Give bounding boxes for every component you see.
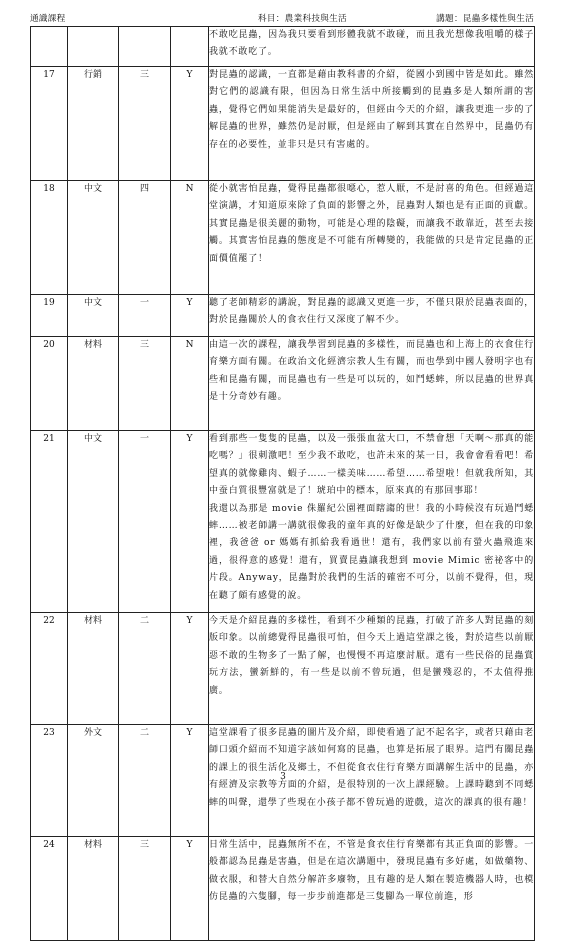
response-flag: Y bbox=[171, 837, 209, 941]
grade-year: 三 bbox=[119, 837, 171, 941]
feedback-paragraph: 從小就害怕昆蟲，覺得昆蟲都很噁心，惹人厭，不是討喜的角色。但經過這堂演講，才知道原來除了負面的影響之外，昆蟲對人類也是有正面的貢獻。其實昆蟲是很美麗的動物，可能是心理的陰礙，而讓我不敢靠近，甚至去接觸。其實害怕昆蟲的態度是不可能有所轉變的，我能做的只是肯定昆蟲的正面價值罷了！ bbox=[209, 184, 534, 264]
response-flag bbox=[171, 27, 209, 67]
page-number: 3 bbox=[280, 772, 286, 782]
department: 中文 bbox=[68, 181, 119, 295]
feedback-text bbox=[209, 181, 535, 295]
respondent-number: 24 bbox=[31, 837, 68, 941]
table-row bbox=[31, 67, 535, 181]
grade-year: 四 bbox=[119, 181, 171, 295]
table-row bbox=[31, 337, 535, 431]
grade-year: 一 bbox=[119, 295, 171, 337]
grade-year bbox=[119, 27, 171, 67]
feedback-paragraph: 不敢吃昆蟲，因為我只要看到形體我就不敢碰，而且我光想像我咀嚼的樣子我就不敢吃了。 bbox=[209, 30, 534, 58]
feedback-paragraph: 由這一次的課程，讓我學習到昆蟲的多樣性，而昆蟲也和上海上的衣食住行育樂方面有關。在政治文化經濟宗教人生有關，而也學到中國人發明字也有些和昆蟲有關，而昆蟲也有一些是可以玩的，如鬥蟋蟀，所以昆蟲的世界真是十分奇妙有趣。 bbox=[209, 340, 534, 403]
feedback-paragraph: 看到那些一隻隻的昆蟲，以及一張張血盆大口，不禁會想「天啊～那真的能吃嗎？」很刺激吧！至少我不敢吃，也許未來的某一日，我會會看看吧！希望真的就像雞肉、蝦子……一樣美味……希望……希望啦！但就我所知，其中蚕白質很豐富就是了！琥珀中的標本，原來真的有那回事耶！ bbox=[209, 434, 534, 497]
feedback-text bbox=[209, 67, 535, 181]
response-flag: N bbox=[171, 181, 209, 295]
feedback-paragraph: 我還以為那是 movie 侏羅紀公園裡面瞎謅的世！我的小時候沒有玩過鬥蟋蟀……被老師講一講就很像我的童年真的好像是缺少了什麼，但在我的印象裡，我爸爸 or 媽媽有抓給我看過世！還有，我們家以前有螢火蟲飛進來過，很得意的感覺！還有，買賣昆蟲讓我想到 movie Mimic 密祕客中的片段。Anyway，昆蟲對於我們的生活的確密不可分，以前不覺得，但，現在聽了頗有感覺的說。 bbox=[209, 503, 534, 601]
response-flag: N bbox=[171, 337, 209, 431]
respondent-number: 22 bbox=[31, 613, 68, 725]
table-row bbox=[31, 837, 535, 941]
department: 外文 bbox=[68, 725, 119, 837]
department: 行銷 bbox=[68, 67, 119, 181]
grade-year: 二 bbox=[119, 725, 171, 837]
feedback-text bbox=[209, 337, 535, 431]
response-flag: Y bbox=[171, 431, 209, 613]
table-row bbox=[31, 181, 535, 295]
response-flag: Y bbox=[171, 67, 209, 181]
response-flag: Y bbox=[171, 613, 209, 725]
feedback-text bbox=[209, 837, 535, 941]
respondent-number: 21 bbox=[31, 431, 68, 613]
respondent-number: 18 bbox=[31, 181, 68, 295]
grade-year: 三 bbox=[119, 67, 171, 181]
response-flag: Y bbox=[171, 725, 209, 837]
grade-year: 三 bbox=[119, 337, 171, 431]
feedback-text bbox=[209, 295, 535, 337]
grade-year: 一 bbox=[119, 431, 171, 613]
response-flag: Y bbox=[171, 295, 209, 337]
feedback-text bbox=[209, 613, 535, 725]
respondent-number bbox=[31, 27, 68, 67]
department: 材料 bbox=[68, 337, 119, 431]
respondent-number: 17 bbox=[31, 67, 68, 181]
grade-year: 二 bbox=[119, 613, 171, 725]
feedback-paragraph: 日常生活中，昆蟲無所不在，不管是食衣住行育樂都有其正負面的影響。一般都認為昆蟲是害蟲，但是在這次講題中，發現昆蟲有多好處，如做藥物、做衣服，和替大自然分解許多廢物，且有趣的是人類在製造機器人時，也模仿昆蟲的六隻腳，每一步步前進都是三隻腳為一單位前進，形 bbox=[209, 840, 534, 903]
table-row bbox=[31, 613, 535, 725]
course-type: 通識課程 bbox=[30, 14, 66, 24]
subject-title: 科目：農業科技與生活 bbox=[258, 14, 347, 24]
department: 材料 bbox=[68, 613, 119, 725]
department: 材料 bbox=[68, 837, 119, 941]
table-row bbox=[31, 295, 535, 337]
table-row bbox=[31, 27, 535, 67]
department: 中文 bbox=[68, 295, 119, 337]
department bbox=[68, 27, 119, 67]
feedback-paragraph: 這堂課看了很多昆蟲的圖片及介紹，即使看過了記不起名字，或者只藉由老師口頭介紹而不知道字該如何寫的昆蟲，也算是拓展了眼界。這門有關昆蟲的課上的很生活化及鄉土，不但從食衣住行育樂方面講解生活中的昆蟲，亦有經濟及宗教等方面的介紹，是很特別的一次上課經驗。上課時聽到不同蟋蟀的叫聲，還學了些現在小孩子都不曾玩過的遊戲，這次的課真的很有趣！ bbox=[209, 728, 534, 808]
respondent-number: 19 bbox=[31, 295, 68, 337]
lecture-topic: 講題：昆蟲多樣性與生活 bbox=[436, 14, 534, 24]
feedback-text bbox=[209, 431, 535, 613]
feedback-paragraph: 對昆蟲的認識，一直都是藉由教科書的介紹，從國小到國中皆是如此。雖然對它們的認識有限，但因為日常生活中所接觸到的昆蟲多是人類所謂的害蟲，覺得它們如果能消失是最好的，但經由今天的介紹，讓我更進一步的了解昆蟲的世界，雖然仍是討厭，但是經由了解到其實在自然界中，昆蟲仍有存在的必要性，並非只是只有害處的。 bbox=[209, 70, 534, 150]
respondent-number: 20 bbox=[31, 337, 68, 431]
department: 中文 bbox=[68, 431, 119, 613]
page-header bbox=[30, 12, 534, 26]
respondent-number: 23 bbox=[31, 725, 68, 837]
feedback-paragraph: 聽了老師精彩的講說，對昆蟲的認識又更進一步，不僅只限於昆蟲表面的，對於昆蟲關於人的食衣住行又深度了解不少。 bbox=[209, 298, 534, 326]
feedback-paragraph: 今天是介紹昆蟲的多樣性，看到不少種類的昆蟲，打破了許多人對昆蟲的刻版印象。以前總覺得昆蟲很可怕，但今天上過這堂課之後，對於這些以前厭惡不敢的生物多了一點了解，也慢慢不再這麼討厭。還有一些民俗的昆蟲賞玩方法，蠻新鮮的，有一些是以前不曾玩過，但是蠻殘忍的，不太值得推廣。 bbox=[209, 616, 534, 696]
student-feedback-table bbox=[30, 26, 535, 941]
table-row bbox=[31, 431, 535, 613]
feedback-text bbox=[209, 27, 535, 67]
